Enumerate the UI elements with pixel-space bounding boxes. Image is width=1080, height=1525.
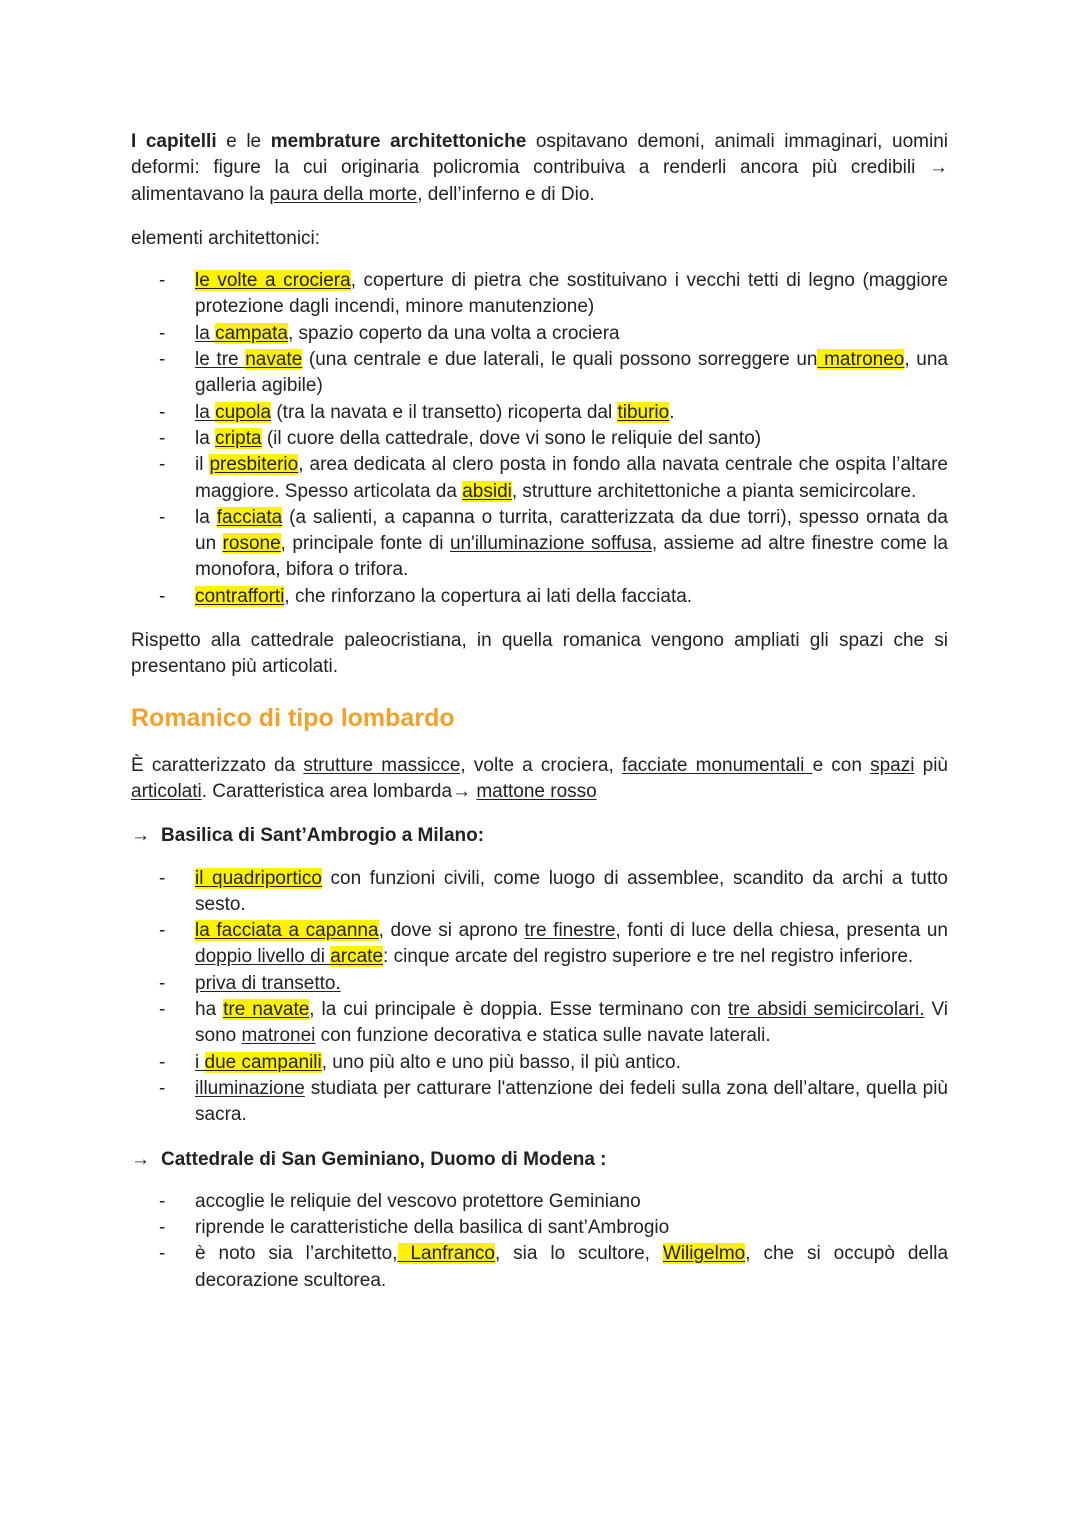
list-item: - le tre navate (una centrale e due laterali, le quali possono sorreggere un matroneo, una galleria agibile) — [195, 347, 948, 400]
list-item: - la cupola (tra la navata e il transetto) ricoperta dal tiburio. — [195, 400, 948, 426]
list-item: - ha tre navate, la cui principale è doppia. Esse terminano con tre absidi semicircolari. Vi sono matronei con funzione decorativa e statica sulle navate laterali. — [195, 997, 948, 1050]
list-item: - è noto sia l’architetto, Lanfranco, sia lo scultore, Wiligelmo, che si occupò della decorazione scultorea. — [195, 1241, 948, 1294]
list-item: - la facciata (a salienti, a capanna o turrita, caratterizzata da due torri), spesso ornata da un rosone, principale fonte di un'illuminazione soffusa, assieme ad altre finestre come la monofora, bifora o trifora. — [195, 505, 948, 584]
list-item: - il quadriportico con funzioni civili, come luogo di assemblee, scandito da archi a tutto sesto. — [195, 866, 948, 919]
intro-paragraph: I capitelli e le membrature architettoniche ospitavano demoni, animali immaginari, uomini deformi: figure la cui originaria policromia contribuiva a renderli ancora più credibili → alimentavano la paura della morte, dell’inferno e di Dio. — [131, 131, 948, 205]
list-item: - i due campanili, uno più alto e uno più basso, il più antico. — [195, 1050, 948, 1076]
subheading-modena: → Cattedrale di San Geminiano, Duomo di Modena : — [131, 1147, 948, 1173]
ambrogio-list — [131, 866, 948, 1129]
arrow-right-icon: → — [131, 1148, 150, 1170]
list-item: - illuminazione studiata per catturare l'attenzione dei fedeli sulla zona dell’altare, quella più sacra. — [195, 1076, 948, 1129]
subheading-ambrogio: → Basilica di Sant’Ambrogio a Milano: — [131, 823, 948, 849]
list-item: - il presbiterio, area dedicata al clero posta in fondo alla navata centrale che ospita l’altare maggiore. Spesso articolata da absidi, strutture architettoniche a pianta semicircolare. — [195, 452, 948, 505]
term-capitelli: I capitelli — [131, 131, 217, 152]
modena-list — [131, 1189, 948, 1294]
arrow-right-icon: → — [131, 825, 150, 847]
list-item: - riprende le caratteristiche della basilica di sant’Ambrogio — [195, 1215, 948, 1241]
term-membrature: membrature architettoniche — [270, 131, 527, 152]
elements-list — [131, 268, 948, 610]
document-body — [131, 129, 948, 1294]
section-heading: Romanico di tipo lombardo — [131, 703, 455, 732]
list-item: - la cripta (il cuore della cattedrale, dove vi sono le reliquie del santo) — [195, 426, 948, 452]
lombard-paragraph: È caratterizzato da strutture massicce, volte a crociera, facciate monumentali e con spazi più articolati. Caratteristica area lombarda→ mattone rosso — [131, 754, 948, 802]
list-item: - la campata, spazio coperto da una volta a crociera — [195, 321, 948, 347]
comparison-paragraph: Rispetto alla cattedrale paleocristiana, in quella romanica vengono ampliati gli spazi che si presentano più articolati. — [131, 630, 948, 678]
list-item: - priva di transetto. — [195, 971, 948, 997]
list-item: - la facciata a capanna, dove si aprono tre finestre, fonti di luce della chiesa, presenta un doppio livello di arcate: cinque arcate del registro superiore e tre nel registro inferiore. — [195, 918, 948, 971]
list-item: - contrafforti, che rinforzano la copertura ai lati della facciata. — [195, 584, 948, 610]
list-item: - accoglie le reliquie del vescovo protettore Geminiano — [195, 1189, 948, 1215]
elements-label: elementi architettonici: — [131, 227, 321, 249]
underlined-phrase: paura della morte — [269, 183, 418, 205]
list-item: - le volte a crociera, coperture di pietra che sostituivano i vecchi tetti di legno (maggiore protezione dagli incendi, minore manutenzione) — [195, 268, 948, 321]
